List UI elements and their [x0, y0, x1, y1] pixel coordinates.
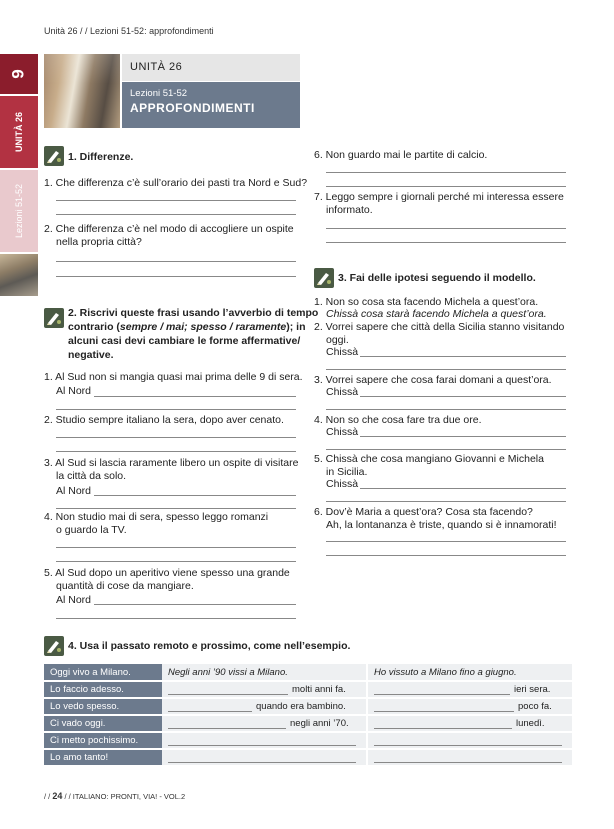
- table-cell[interactable]: molti anni fa.: [162, 681, 367, 698]
- table-cell: Oggi vivo a Milano.: [44, 664, 162, 681]
- ex3-title: 3. Fai delle ipotesi seguendo il modello.: [338, 272, 536, 284]
- answer-line[interactable]: [94, 495, 296, 496]
- answer-line[interactable]: [360, 396, 566, 397]
- answer-line[interactable]: [326, 228, 566, 229]
- answer-line[interactable]: [360, 436, 566, 437]
- table-cell[interactable]: [162, 732, 367, 749]
- page-header: Unità 26 / / Lezioni 51-52: approfondimenti: [44, 26, 214, 36]
- ex3-q2: 2. Vorrei sapere che città della Sicilia stanno visitando oggi.: [314, 321, 565, 346]
- page-number: 24: [52, 791, 63, 801]
- table-cell: Ci vado oggi.: [44, 715, 162, 732]
- table-cell: Negli anni ’90 vissi a Milano.: [162, 664, 367, 681]
- pencil-icon: [44, 308, 64, 328]
- answer-line[interactable]: [326, 501, 566, 502]
- ex2-q1-lead: Al Nord: [56, 385, 92, 397]
- table-cell: Lo faccio adesso.: [44, 681, 162, 698]
- ex2-q7: 7. Leggo sempre i giornali perché mi interessa essere informato.: [314, 191, 564, 216]
- answer-line[interactable]: [56, 276, 296, 277]
- answer-line[interactable]: [326, 242, 566, 243]
- ex2-q1: 1. Al Sud non si mangia quasi mai prima delle 9 di sera.: [44, 371, 303, 383]
- ex3-q2-lead: Chissà: [326, 346, 359, 358]
- table-cell[interactable]: [162, 749, 367, 766]
- table-cell[interactable]: negli anni ’70.: [162, 715, 367, 732]
- page-footer: / / 24 / / ITALIANO: PRONTI, VIA! - VOL.2: [44, 791, 186, 801]
- ex3-q4-lead: Chissà: [326, 426, 359, 438]
- table-cell[interactable]: ieri sera.: [367, 681, 572, 698]
- table-row: [44, 664, 572, 681]
- ex2-q3-lead: Al Nord: [56, 485, 92, 497]
- answer-line[interactable]: [56, 547, 296, 548]
- answer-line[interactable]: [326, 555, 566, 556]
- ex3-q6: 6. Dov’è Maria a quest’ora? Cosa sta facendo? Ah, la lontananza è triste, quando si è innamorati!: [314, 506, 557, 531]
- side-tab-photo: [0, 254, 38, 296]
- answer-line[interactable]: [56, 261, 296, 262]
- answer-line[interactable]: [326, 541, 566, 542]
- ex3-q1-model: Chissà cosa starà facendo Michela a quest’ora.: [326, 308, 547, 320]
- table-cell: Lo vedo spesso.: [44, 698, 162, 715]
- verb-table: [44, 664, 572, 767]
- answer-line[interactable]: [326, 369, 566, 370]
- answer-line[interactable]: [56, 214, 296, 215]
- answer-line[interactable]: [360, 356, 566, 357]
- answer-line[interactable]: [56, 437, 296, 438]
- table-cell: Lo amo tanto!: [44, 749, 162, 766]
- table-cell[interactable]: [367, 732, 572, 749]
- answer-line[interactable]: [56, 561, 296, 562]
- header-photo: [44, 54, 120, 128]
- table-cell[interactable]: poco fa.: [367, 698, 572, 715]
- table-row: [44, 732, 572, 749]
- pencil-icon: [44, 636, 64, 656]
- answer-line[interactable]: [56, 451, 296, 452]
- pencil-icon: [314, 268, 334, 288]
- answer-line[interactable]: [56, 409, 296, 410]
- ex2-q5: 5. Al Sud dopo un aperitivo viene spesso una grande quantità di cose da mangiare.: [44, 567, 290, 592]
- answer-line[interactable]: [326, 172, 566, 173]
- ex2-q2: 2. Studio sempre italiano la sera, dopo aver cenato.: [44, 414, 284, 426]
- table-row: [44, 698, 572, 715]
- ex3-q5-lead: Chissà: [326, 478, 359, 490]
- ex1-q2: 2. Che differenza c’è nel modo di accogliere un ospite nella propria città?: [44, 223, 294, 248]
- lessons-label: Lezioni 51-52: [130, 88, 188, 99]
- ex2-q6: 6. Non guardo mai le partite di calcio.: [314, 149, 488, 161]
- section-subtitle: APPROFONDIMENTI: [130, 101, 255, 115]
- table-cell[interactable]: quando era bambino.: [162, 698, 367, 715]
- table-row: [44, 715, 572, 732]
- answer-line[interactable]: [56, 508, 296, 509]
- table-cell: Ci metto pochissimo.: [44, 732, 162, 749]
- ex3-q3: 3. Vorrei sapere che cosa farai domani a quest’ora.: [314, 374, 552, 386]
- answer-line[interactable]: [360, 488, 566, 489]
- ex3-q5: 5. Chissà che cosa mangiano Giovanni e Michela in Sicilia.: [314, 453, 544, 478]
- ex3-q3-lead: Chissà: [326, 386, 359, 398]
- ex1-title: 1. Differenze.: [68, 151, 134, 163]
- table-cell: Ho vissuto a Milano fino a giugno.: [367, 664, 572, 681]
- ex2-title: 2. Riscrivi queste frasi usando l’avverbio di tempo contrario (sempre / mai; spesso / raramente); in alcuni casi devi cambiare le forme affermative/ negative.: [68, 307, 319, 361]
- ex2-q3: 3. Al Sud si lascia raramente libero un ospite di visitare la città da solo.: [44, 457, 299, 482]
- side-tab-unit: UNITÀ 26: [0, 96, 38, 168]
- ex3-q4: 4. Non so che cosa fare tra due ore.: [314, 414, 482, 426]
- answer-line[interactable]: [326, 186, 566, 187]
- table-cell[interactable]: lunedì.: [367, 715, 572, 732]
- pencil-icon: [44, 146, 64, 166]
- table-row: [44, 749, 572, 766]
- answer-line[interactable]: [56, 618, 296, 619]
- answer-line[interactable]: [94, 604, 296, 605]
- side-tab-number: 9: [0, 54, 38, 94]
- unit-title: UNITÀ 26: [122, 54, 300, 81]
- answer-line[interactable]: [94, 396, 296, 397]
- table-cell[interactable]: [367, 749, 572, 766]
- ex2-q4: 4. Non studio mai di sera, spesso leggo romanzi o guardo la TV.: [44, 511, 269, 536]
- answer-line[interactable]: [326, 449, 566, 450]
- ex4-title: 4. Usa il passato remoto e prossimo, come nell’esempio.: [68, 640, 351, 652]
- ex2-q5-lead: Al Nord: [56, 594, 92, 606]
- answer-line[interactable]: [56, 200, 296, 201]
- ex3-q1: 1. Non so cosa sta facendo Michela a quest’ora.: [314, 296, 539, 308]
- side-tab-lessons: Lezioni 51-52: [0, 170, 38, 252]
- lessons-box: [122, 82, 300, 128]
- answer-line[interactable]: [326, 409, 566, 410]
- ex1-q1: 1. Che differenza c’è sull’orario dei pasti tra Nord e Sud?: [44, 177, 308, 189]
- table-row: [44, 681, 572, 698]
